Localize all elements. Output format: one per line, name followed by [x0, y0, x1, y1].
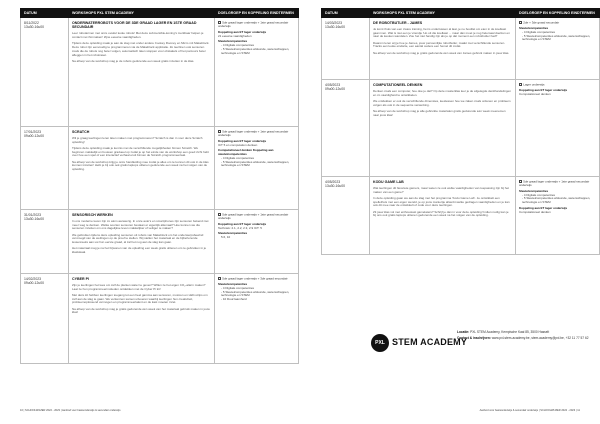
workshop-paragraph: We ontdekken er ook de verschillende dimensies, leeslessen hoe we zaken zoals ordenen en probleem volgen als ook in de sequentie verwerking. [373, 98, 511, 107]
checkbox-icon [519, 21, 522, 24]
workshop-paragraph: Wil je graag leerlingen leren laten maken met programmeren? Scratch is dan in voor deze Scratch opleiding! [72, 135, 203, 144]
target-group [218, 21, 295, 29]
footer-right: Aanbod voor basisonderwijs & secundair onderwijs | SCHOOLWIJZER 2022 - 2023 | 11 [479, 409, 580, 412]
table-row [21, 127, 299, 210]
workshop-cell [69, 210, 215, 274]
date-value: 4/05/2023 13u30-16u00 [325, 179, 345, 189]
workshop-cell [370, 80, 516, 177]
target-heading: Koppeling aan ET lager onderwijs [218, 29, 267, 34]
column-header-datum: DATUM [21, 9, 69, 18]
workshop-title: KODU GAME LAB [373, 179, 404, 184]
target-heading: Sleutelcompetenties [519, 188, 549, 193]
target-heading: Koppeling aan ET lager onderwijs [519, 88, 568, 93]
list-item: - 5 Sleutelcompetenties wiskunde, wetenschappen, technologie en STEM [221, 46, 290, 55]
brand-block [371, 330, 470, 352]
target-cell [516, 18, 600, 80]
target-heading: Sleutelcompetenties [218, 39, 248, 44]
target-heading: Koppeling aan ET lager onderwijs [218, 138, 267, 143]
location-label: Locatie: [457, 330, 470, 334]
date-value: 4/05/2023 09u00-12u00 [325, 82, 345, 92]
target-group [519, 180, 596, 188]
checkbox-icon [519, 83, 522, 86]
workshop-paragraph: In ons moderne leven zijn zo alom aanwezig. In onze auto's en smartphones zijn sensoren bekend niet meer weg te denken. Welke soorten sensoren bestaan er eigenlijk allemaal? Hoe kunnen we die sensoren inzetten om ons dagelijkse leven makkelijker of veiliger te maken? [72, 218, 209, 231]
workshop-title: SENSORISCH WERKEN [72, 212, 113, 217]
target-heading: Koppeling aan ET lager onderwijs [519, 205, 568, 210]
list-item: - 5 Sleutelcompetenties wiskunde, wetenschappen, technologie en STEM [522, 196, 591, 205]
workshop-cell [370, 177, 516, 255]
target-group-text: 5de graad lager onderwijs + 1ste graad secundair onderwijs [218, 129, 289, 138]
target-list [218, 236, 295, 240]
workshop-paragraph: Wat leerlingen dit favoriete gamers, maar weten ze ook welke vaardigheden van toepassing zijn bij het maken van een game? [373, 185, 509, 194]
workshop-paragraph: We gebruiken tijdens deze opleiding sensoren uit robots van Makeblock om het onderwerpsbewind vervroegd van de wetlingen op de proef te stellen. Wij stellen het materiaal en de bijbehorende lessenreeks aan uw hun eerste graad, al zal het nog aan de slag kan gaan. [72, 232, 204, 245]
target-group-text: 5de graad lager onderwijs + 3de graad secundair [222, 276, 288, 281]
workshop-paragraph: Na afloop van de workshop krijg je onze handleiding mee zodat je alles om te kunnen dit ook in de klas kunnen inzetten! Hebt je bij ook ook gratis laptops uitlenen gedurende een week na het volgen van de opleiding. [72, 159, 209, 172]
contact-value: www.pxl-stem-academy.be, stem.academy@pxl.be, +32 11 77 57 62 [491, 336, 589, 341]
workshop-paragraph: Na afloop van de workshop mag je de robots gedurende een week gratis inzetten in de klas. [72, 58, 195, 63]
target-list [218, 157, 295, 168]
target-cell [215, 210, 299, 274]
target-group [218, 277, 295, 281]
target-group-text: 5de graad lager onderwijs + 1ste graad secundair onderwijs [218, 20, 289, 29]
right-schedule-table [321, 8, 600, 255]
table-row [21, 274, 299, 364]
workshop-paragraph: Daarom leren wij je hoe je James, jouw persoonlijke robotbutler, maakt met verschillende sensoren. Tracks een leuke eindarte, een aantal oudere een hemel dit zodat. [373, 40, 506, 49]
workshop-paragraph: Je komt thuis van een zware training, het is ondertussen al laat, je ne bouillet om eten in de koelkast gaan inen. Wat is niet een je vriendje 'Ho uit die koelkast ... maar dan moet je nog helemaal doelzen en naar de keuken wandelen. Zou het niet handig zijn als je op dat moment een robotbutler had? [373, 26, 510, 39]
list-item: - 5 Sleutelcompetenties wiskunde, wetenschappen, technologie en STEM [522, 33, 591, 42]
workshop-paragraph: Leer robotarmen met onze ovekul leuke robots! Met deze submersible-koning's merkbaar helpen je contact met ihmmaken! Zijne eeuwse vaardigheden. [72, 31, 204, 40]
location-line [457, 330, 597, 334]
table-header-row [21, 9, 299, 18]
workshop-paragraph: Na afloop van de workshop mag je alle gebruikte materialen gratis gedurende één week meenemen naar jouw klas! [373, 108, 506, 117]
target-cell [516, 177, 600, 255]
target-group-text: 2de + 3de graad secundair [523, 20, 560, 25]
date-cell [21, 210, 69, 274]
list-item: - 5 Sleutelcompetenties wiskunde, wetenschappen, technologie en STEM [221, 289, 290, 298]
date-value: 14/03/2023 13u30-16u00 [325, 20, 345, 30]
date-cell [322, 177, 370, 255]
target-heading: Sleutelcompetenties [519, 26, 549, 31]
workshop-title: COMPUTATIONEEL DENKEN [373, 82, 423, 87]
table-row [21, 210, 299, 274]
date-value: 14/02/2023 09u00-12u00 [24, 276, 44, 286]
list-item: - 5 Sleutelcompetenties wiskunde, wetenschappen, technologie en STEM [221, 159, 290, 168]
workshop-paragraph: Tijdens deze opleiding maak je aan de slag met onder andere Cookey Rooney en Micro mit Makeblock. Deze robot zijn eenvoudig te programmeren via de Makeblock applicatie. Zo leerlinen ook sensoren zoals die de robots nog beter volgen, automatisch laten stoppen voor obstakels of het parcours beter afleggen in het robotraset. [72, 41, 210, 57]
table-row [322, 18, 600, 80]
target-group [519, 83, 596, 87]
list-item: - 4 Digitale competenties [221, 285, 255, 290]
date-cell [21, 127, 69, 210]
column-header-doelgroep: DOELGROEP EN KOPPELING EINDTERMEN [516, 9, 600, 18]
list-item: - 4 Digitale competenties [221, 155, 255, 160]
date-value: 8/11/2022 13u30-16u00 [24, 20, 44, 30]
contact-info [457, 330, 597, 341]
date-cell [322, 18, 370, 80]
target-cell [215, 127, 299, 210]
column-header-datum: DATUM [322, 9, 370, 18]
list-item: - 10 Duurzaamheid [221, 297, 247, 302]
target-text: Techniek: 2.1, 2.2, 2.3, 2.9 ICT: 5 [218, 225, 262, 230]
brand-name: STEM ACADEMY [392, 337, 468, 348]
target-list [218, 44, 295, 55]
list-item: 5.6, 10 [221, 235, 231, 240]
target-heading: Koppeling aan ET lager onderwijs [218, 221, 267, 226]
target-group-text: 5de graad lager onderwijs + 1ste graad secundair onderwijs [519, 179, 590, 188]
workshop-title: DE ROBOTBUTLER - JAMES [373, 20, 423, 25]
list-item: - 4 Digitale competenties [522, 29, 556, 34]
date-cell [21, 18, 69, 127]
workshop-title: ONDERWATERROBOTS VOOR DE 3DE GRAAD LAGER EN 1STE GRAAD SECUNDAIR [72, 20, 197, 30]
workshop-paragraph: Tijdens deze opleiding maak je kennis met de verschillende mogelijkheden binnen Scratch. We beginnen makkelijk en bouwen gradueel op zodat je op het einde van de workshop een goed zicht hebt over hoe een spel of een interactief verhaal eruit binnen de Scratch-programmeertaal. [72, 145, 209, 158]
column-header-workshops: WORKSHOPS PXL STEM ACADEMY [370, 9, 516, 18]
date-cell [21, 274, 69, 364]
table-row [322, 177, 600, 255]
target-heading: Computationeel denken Koppeling aan sleutelcompetenties [218, 148, 274, 157]
target-text: ICT 5 en computation denken [218, 142, 258, 147]
workshop-cell [370, 18, 516, 80]
list-item: - 4 Digitale competenties [522, 192, 556, 197]
brand-logo [371, 334, 467, 352]
workshop-paragraph: Het materiaal mag je na het bijwonen van de opleiding een week gratis uitlenen om te gebruiken in je klaslokaal. [72, 246, 207, 255]
workshop-paragraph: In deze opleiding gaan we aan de slag met het programma 'Kodu Game Lab'. Je ontwikkelt een spellethuis met een eigen wereld, je op jouw maniertje afwerkt welke gedragen vaardigheden en je kan ook dit mee naar de ontwikkelt of code voor deze leerlingen. [373, 195, 510, 208]
workshop-cell [69, 274, 215, 364]
workshop-cell [69, 127, 215, 210]
target-cell [516, 80, 600, 177]
workshop-paragraph: Na afloop van de workshop mag je gratis gedurende één week van James gebruik maken in jouw klas. [373, 50, 510, 55]
table-row [21, 18, 299, 127]
target-group-text: Lager onderwijs [523, 82, 545, 87]
date-value: 31/01/2023 13u30-16u00 [24, 212, 44, 222]
location-value: PXL STEM Academy, Kempische Kaai 85, 3500 Hasselt [470, 330, 550, 334]
contact-line [457, 336, 597, 340]
contact-label: Contact & inschrijven: [457, 336, 491, 341]
target-group-text: 5de graad lager onderwijs + 1ste graad secundair onderwijs [218, 212, 289, 221]
workshop-title: CYBER PI [72, 276, 89, 281]
footer-left: 10 | SCHOOLWIJZER 2022 - 2023 | Aanbod voor basisonderwijs & secundair onderwijs [20, 409, 121, 412]
target-list [519, 194, 596, 205]
workshop-paragraph: Denken zoals een computer, hoe doe je dat? Op deze masterklas leer je de afgelegde denkhandelingen en zo vaardigheid te ontwikkelen. [373, 88, 511, 97]
left-schedule-table [20, 8, 299, 364]
workshop-paragraph: Na afloop van de workshop mag je gratis gedurende één week van het materiaal gebruik maken in jouw klas! [72, 306, 210, 315]
table-header-row [322, 9, 600, 18]
table-row [322, 80, 600, 177]
target-text: Computationeel denken [519, 209, 551, 214]
target-list [218, 287, 295, 302]
target-cell [215, 274, 299, 364]
target-group [218, 213, 295, 221]
checkbox-icon [218, 277, 221, 280]
workshop-title: SCRATCH [72, 129, 90, 134]
date-value: 17/01/2023 09u00-12u00 [24, 129, 44, 139]
target-group [218, 130, 295, 138]
left-page [20, 8, 298, 364]
target-heading: Sleutelcompetenties [218, 282, 248, 287]
right-page [321, 8, 599, 255]
workshop-paragraph: Met deze kit hebben leerlingen toegang tot een heel gamma aan sensoren, motoren en LED-strips om zelf aan de slag te gaan. We verkennen samen uitvoeren waarbij leerlingen hun creativiteit, probleemoplossend vermogen en programmeertalent en de kast moeten inzet. [72, 292, 208, 305]
workshop-paragraph: Zit jouw klas vol met enthousiast gamelaters? Schrijf je dan in voor deze opleiding! Indien nodig kan je bij ons ook gratis laptops uitlenen gedurende een week na het volgen van de opleiding. [373, 209, 509, 218]
target-heading: Sleutelcompetenties [218, 231, 248, 236]
date-cell [322, 80, 370, 177]
workshop-cell [69, 18, 215, 127]
workshop-paragraph: Zijn je leerlingen het lees om zelf de planten water te geven? Willen ze het eigen CO₂-alarm maken? Laat ze hun programmeermotieden ontdekken met de Cyber Pi kit! [72, 282, 206, 291]
contact-block [371, 330, 599, 370]
target-group [519, 21, 596, 25]
target-text: 21 eeuwse vaardigheden [218, 33, 252, 38]
pxl-logo-icon: PXL [371, 334, 389, 352]
list-item: - 4 Digitale competenties [221, 43, 255, 48]
target-list [519, 31, 596, 42]
column-header-workshops: WORKSHOPS PXL STEM ACADEMY [69, 9, 215, 18]
target-cell [215, 18, 299, 127]
column-header-doelgroep: DOELGROEP EN KOPPELING EINDTERMEN [215, 9, 299, 18]
target-text: Computationeel denken [519, 91, 551, 96]
